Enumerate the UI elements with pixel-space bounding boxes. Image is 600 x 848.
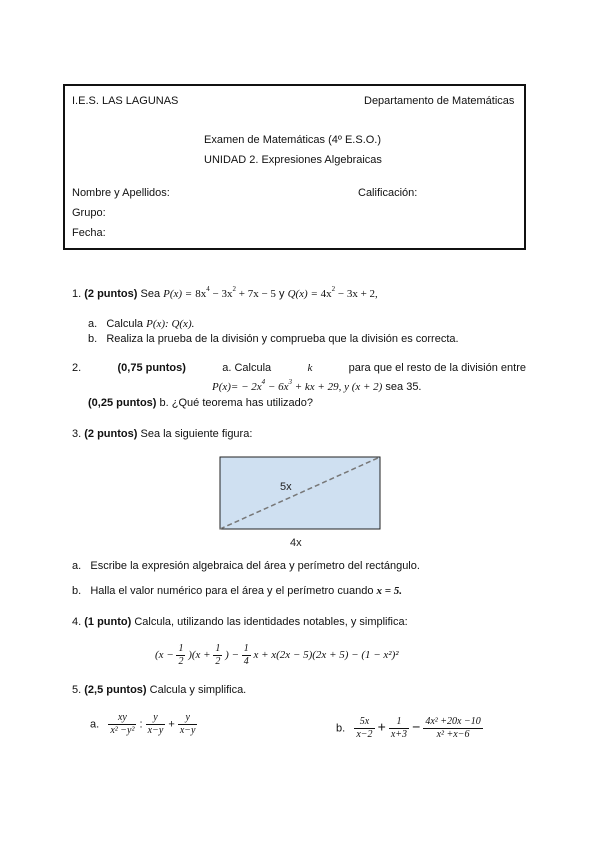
- part-label: a.: [72, 560, 82, 572]
- question-text: Sea la siguiente figura:: [140, 428, 253, 440]
- department-name: Departamento de Matemáticas: [364, 95, 515, 107]
- question-number: 5.: [72, 684, 82, 696]
- question-text: Calcula, utilizando las identidades notables, y simplifica:: [134, 616, 408, 628]
- part-label: b.: [88, 333, 98, 345]
- rectangle-figure: [210, 452, 390, 552]
- polynomial-q-lhs: Q(x) =: [287, 288, 321, 300]
- question-2-line-1: [72, 362, 526, 374]
- question-intro: Sea: [140, 288, 161, 300]
- variable-k: k: [307, 362, 313, 374]
- part-label: b.: [72, 585, 82, 597]
- group-label: Grupo:: [72, 207, 106, 219]
- date-label: Fecha:: [72, 227, 106, 239]
- question-text: a. Calcula: [222, 362, 272, 374]
- question-points: (1 punto): [84, 616, 132, 628]
- question-1-part-a: [88, 318, 194, 330]
- part-math: x = 5.: [376, 585, 403, 597]
- question-points: (2 puntos): [84, 288, 138, 300]
- question-4-statement: [72, 616, 408, 628]
- question-points: (0,25 puntos): [88, 397, 157, 409]
- question-number: 2.: [72, 362, 82, 374]
- part-text: b. ¿Qué teorema has utilizado?: [159, 397, 313, 409]
- name-label: Nombre y Apellidos:: [72, 187, 170, 199]
- question-number: 3.: [72, 428, 82, 440]
- question-text: Calcula y simplifica.: [149, 684, 247, 696]
- question-3-part-a: [72, 560, 420, 572]
- base-label: 4x: [290, 537, 302, 549]
- question-3-statement: [72, 428, 252, 440]
- question-1-statement: [72, 285, 378, 300]
- polynomial-division: $P(x)= - 2x^4 - 6x^3$ + kx + 29, y (x + 2): [212, 378, 383, 393]
- question-points: (2 puntos): [84, 428, 138, 440]
- part-text: Halla el valor numérico para el área y el perímetro cuando: [90, 585, 374, 597]
- exam-header: [63, 84, 526, 250]
- part-label: a.: [90, 718, 100, 731]
- question-5-statement: [72, 684, 246, 696]
- question-1-part-b: [88, 333, 459, 345]
- question-points: (2,5 puntos): [84, 684, 147, 696]
- question-5-part-b: b. $\frac{5x}{x-2}$ + $\frac{1}{x+3}$ − $\frac{\text{4x² +20x −10}}{\text{x² +x−6}}$: [336, 716, 481, 740]
- question-points: (0,75 puntos): [117, 362, 186, 374]
- polynomial-p: $8x^4 - 3x^2 + 7x - 5$: [195, 285, 276, 300]
- part-math: P(x): Q(x).: [146, 318, 195, 330]
- question-text-continued: para que el resto de la división entre: [348, 362, 526, 374]
- part-text: Calcula: [106, 318, 144, 330]
- question-number: 1.: [72, 288, 82, 300]
- part-text: Realiza la prueba de la división y comprueba que la división es correcta.: [106, 333, 459, 345]
- polynomial-p-lhs: P(x) =: [163, 288, 193, 300]
- conjunction: y: [279, 288, 285, 300]
- question-number: 4.: [72, 616, 82, 628]
- school-name: I.E.S. LAS LAGUNAS: [72, 95, 179, 107]
- question-2-line-2: [212, 378, 422, 393]
- diagonal-label: 5x: [280, 481, 292, 493]
- question-2-part-b: [88, 397, 313, 409]
- question-3-part-b: [72, 585, 402, 597]
- notable-identities-expression: (x − $\frac{1}{2}$ )(x + $\frac{1}{2}$ ) − $\frac{1}{4}$ x + x(2x − 5)(2x + 5) − (1 − x²)²: [155, 643, 399, 667]
- exam-title: Examen de Matemáticas (4º E.S.O.): [204, 134, 382, 146]
- polynomial-q: $4x^2 - 3x + 2$,: [320, 285, 378, 300]
- part-label: a.: [88, 318, 98, 330]
- grade-label: Calificación:: [358, 187, 418, 199]
- unit-title: UNIDAD 2. Expresiones Algebraicas: [204, 154, 382, 166]
- part-text: Escribe la expresión algebraica del área y perímetro del rectángulo.: [90, 560, 420, 572]
- question-5-part-a: a. $\frac{xy}{\text{x² −y²}}$ : $\frac{y}{x-y}$ + $\frac{y}{x-y}$: [90, 712, 196, 736]
- remainder-value: sea 35.: [385, 381, 422, 393]
- part-label: b.: [336, 722, 346, 735]
